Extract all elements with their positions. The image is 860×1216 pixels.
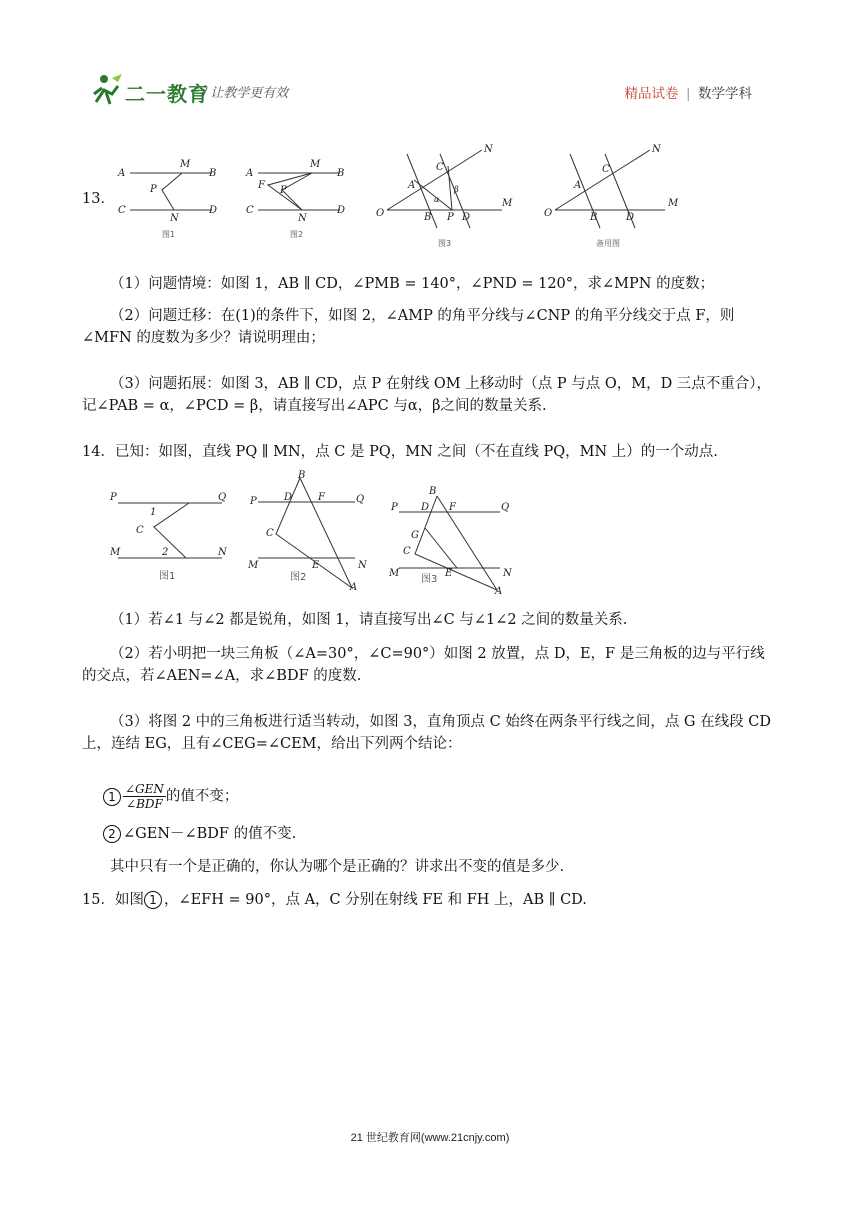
q14-fig1-caption: 图1 bbox=[159, 571, 176, 582]
svg-text:P: P bbox=[110, 492, 117, 503]
svg-text:P: P bbox=[447, 212, 454, 223]
svg-text:N: N bbox=[298, 213, 307, 224]
svg-text:M: M bbox=[180, 159, 191, 170]
svg-text:A: A bbox=[350, 582, 358, 590]
svg-text:C: C bbox=[403, 546, 411, 557]
svg-text:D: D bbox=[462, 212, 471, 223]
svg-text:C: C bbox=[436, 162, 444, 173]
q13-figure-backup bbox=[540, 140, 690, 250]
q14-part3: （3）将图 2 中的三角板进行适当转动，如图 3，直角顶点 C 始终在两条平行线之间，点 G 在线段 CD 上，连结 EG，且有∠CEG=∠CEM，给出下列两个结论： bbox=[82, 714, 771, 752]
header-subject bbox=[624, 82, 752, 102]
fraction-numerator: ∠GEN bbox=[125, 782, 164, 796]
q14-part1: （1）若∠1 与∠2 都是锐角，如图 1，请直接写出∠C 与∠1∠2 之间的数量关系. bbox=[110, 612, 628, 628]
svg-text:N: N bbox=[503, 568, 512, 579]
svg-text:A: A bbox=[495, 586, 503, 597]
conclusion-1-text: 的值不变； bbox=[165, 788, 239, 805]
svg-text:M: M bbox=[248, 560, 259, 571]
svg-text:P: P bbox=[150, 184, 157, 195]
svg-text:B: B bbox=[337, 168, 345, 179]
svg-text:A: A bbox=[408, 180, 416, 191]
svg-text:D: D bbox=[337, 205, 346, 216]
q13-figure-2 bbox=[240, 155, 355, 245]
q14-part2: （2）若小明把一块三角板（∠A=30°，∠C=90°）如图 2 放置，点 D，E，F 是三角板的边与平行线的交点，若∠AEN=∠A，求∠BDF 的度数. bbox=[82, 646, 765, 684]
q13-number: 13． bbox=[82, 191, 115, 207]
svg-text:C: C bbox=[118, 205, 126, 216]
svg-text:F: F bbox=[449, 502, 456, 513]
q13-fig1-caption: 图1 bbox=[162, 230, 176, 239]
svg-text:M: M bbox=[310, 159, 321, 170]
svg-text:M: M bbox=[502, 198, 513, 209]
q15-text-b: ，∠EFH = 90°，点 A，C 分别在射线 FE 和 FH 上，AB ∥ CD. bbox=[163, 892, 587, 908]
header-label-paper: 精品试卷 bbox=[624, 86, 679, 101]
svg-text:M: M bbox=[389, 568, 400, 579]
svg-text:P: P bbox=[391, 502, 398, 513]
svg-text:M: M bbox=[110, 547, 121, 558]
svg-text:β: β bbox=[454, 185, 459, 194]
svg-text:F: F bbox=[258, 180, 265, 191]
q13-part3: （3）问题拓展：如图 3，AB ∥ CD，点 P 在射线 OM 上移动时（点 P 与点 O，M，D 三点不重合），记∠PAB = α，∠PCD = β，请直接写出∠APC 与α，β之间的数量关系. bbox=[82, 376, 772, 414]
svg-text:B: B bbox=[298, 470, 306, 481]
q14-part4: 其中只有一个是正确的，你认为哪个是正确的？讲求出不变的值是多少. bbox=[110, 859, 565, 875]
svg-text:O: O bbox=[544, 208, 553, 219]
circled-number-2: 2 bbox=[103, 825, 121, 843]
runner-icon bbox=[94, 74, 122, 104]
q14-conclusion-2 bbox=[103, 823, 799, 845]
svg-text:A: A bbox=[118, 168, 126, 179]
q13-fig3-caption: 图3 bbox=[438, 239, 452, 248]
svg-text:D: D bbox=[421, 502, 430, 513]
q13-fig2-caption: 图2 bbox=[290, 230, 304, 239]
svg-text:N: N bbox=[652, 144, 661, 155]
svg-text:O: O bbox=[376, 208, 385, 219]
svg-text:2: 2 bbox=[162, 547, 169, 558]
q13-part1: （1）问题情境：如图 1，AB ∥ CD，∠PMB = 140°，∠PND = 120°，求∠MPN 的度数； bbox=[110, 276, 715, 292]
page-footer: 21 世纪教育网(www.21cnjy.com) bbox=[350, 1132, 510, 1144]
svg-text:P: P bbox=[280, 185, 287, 196]
q14-fig2-caption: 图2 bbox=[290, 572, 307, 583]
conclusion-2-text: ∠GEN－∠BDF 的值不变. bbox=[123, 826, 297, 842]
svg-text:C: C bbox=[602, 164, 610, 175]
svg-text:P: P bbox=[250, 496, 257, 507]
svg-text:Q: Q bbox=[356, 494, 365, 505]
svg-text:Q: Q bbox=[501, 502, 510, 513]
q15-text-a: 15．如图 bbox=[82, 892, 144, 908]
svg-text:C: C bbox=[266, 528, 274, 539]
q14-intro: 14．已知：如图，直线 PQ ∥ MN，点 C 是 PQ，MN 之间（不在直线 PQ，MN 上）的一个动点. bbox=[82, 444, 718, 460]
svg-text:N: N bbox=[218, 547, 227, 558]
header-label-subject: 数学学科 bbox=[698, 86, 752, 101]
q13-part2: （2）问题迁移：在(1)的条件下，如图 2，∠AMP 的角平分线与∠CNP 的角平分线交于点 F，则∠MFN 的度数为多少？请说明理由； bbox=[82, 308, 735, 346]
svg-text:N: N bbox=[170, 213, 179, 224]
svg-text:B: B bbox=[429, 486, 437, 497]
svg-text:B: B bbox=[590, 212, 598, 223]
svg-text:Q: Q bbox=[218, 492, 227, 503]
brand-slogan: / 让教学更有效 bbox=[203, 85, 289, 100]
fraction-gen-bdf bbox=[123, 782, 166, 811]
svg-text:D: D bbox=[626, 212, 635, 223]
svg-text:C: C bbox=[246, 205, 254, 216]
q13-figure-1 bbox=[112, 155, 227, 245]
svg-text:G: G bbox=[411, 530, 419, 541]
svg-text:A: A bbox=[574, 180, 582, 191]
svg-text:E: E bbox=[445, 568, 453, 579]
q14-fig3-caption: 图3 bbox=[421, 574, 438, 585]
circled-number-1: 1 bbox=[103, 788, 121, 806]
q14-figure-2 bbox=[240, 470, 380, 590]
svg-text:C: C bbox=[136, 525, 144, 536]
svg-text:A: A bbox=[246, 168, 254, 179]
q13-figure-3 bbox=[372, 140, 522, 250]
svg-text:α: α bbox=[434, 195, 440, 204]
svg-text:E: E bbox=[312, 560, 320, 571]
svg-text:1: 1 bbox=[150, 507, 157, 518]
fraction-denominator: ∠BDF bbox=[126, 797, 163, 811]
svg-text:M: M bbox=[668, 198, 679, 209]
circled-number-1: 1 bbox=[144, 891, 162, 909]
header-separator: | bbox=[686, 86, 690, 101]
svg-text:B: B bbox=[424, 212, 432, 223]
q13-backup-caption: 备用图 bbox=[596, 239, 620, 248]
svg-text:N: N bbox=[484, 144, 493, 155]
brand-name: 二一教育 bbox=[125, 84, 209, 106]
svg-text:D: D bbox=[209, 205, 218, 216]
svg-text:B: B bbox=[209, 168, 217, 179]
q15-intro bbox=[82, 889, 778, 911]
q14-figure-1 bbox=[104, 485, 234, 585]
svg-text:N: N bbox=[358, 560, 367, 571]
svg-text:F: F bbox=[318, 492, 325, 503]
q14-conclusion-1 bbox=[103, 782, 799, 811]
svg-text:D: D bbox=[284, 492, 293, 503]
q14-figure-3 bbox=[385, 480, 525, 600]
